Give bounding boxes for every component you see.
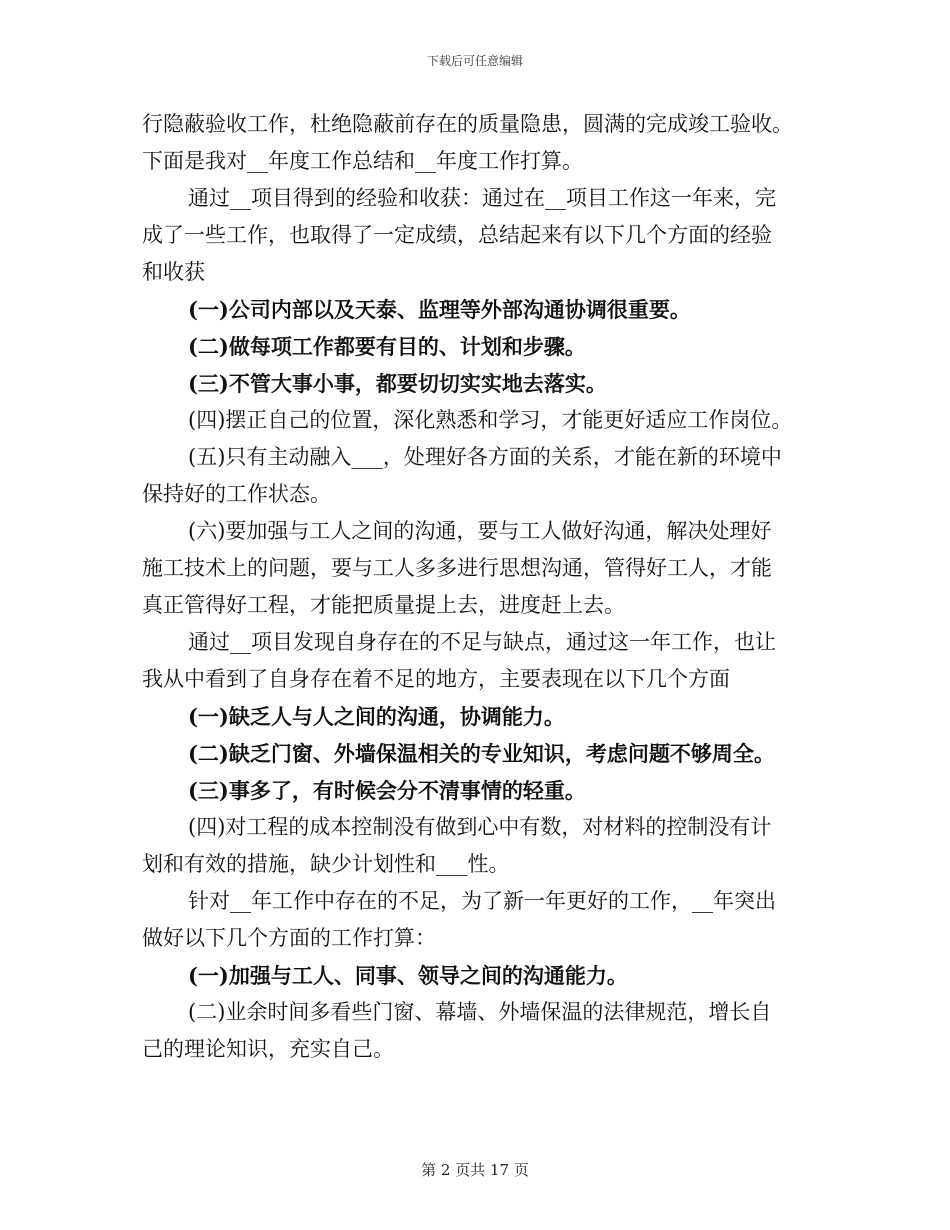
- text-line: 做好以下几个方面的工作打算：: [142, 926, 436, 950]
- text-line: (二)缺乏门窗、外墙保温相关的专业知识，考虑问题不够周全。: [188, 741, 775, 766]
- text-line: 行隐蔽验收工作，杜绝隐蔽前存在的质量隐患，圆满的完成竣工验收。: [142, 112, 793, 136]
- text-line: 我从中看到了自身存在着不足的地方，主要表现在以下几个方面: [142, 667, 730, 691]
- text-line: (一)加强与工人、同事、领导之间的沟通能力。: [188, 963, 628, 988]
- page-header: 下载后可任意编辑: [426, 54, 523, 68]
- text-line: (四)对工程的成本控制没有做到心中有数，对材料的控制没有计: [188, 815, 772, 839]
- text-line: 划和有效的措施，缺少计划性和___性。: [142, 852, 510, 876]
- text-line: 成了一些工作，也取得了一定成绩，总结起来有以下几个方面的经验: [142, 223, 772, 247]
- text-line: (三)不管大事小事，都要切切实实地去落实。: [188, 371, 607, 396]
- text-line: 保持好的工作状态。: [142, 482, 331, 506]
- text-line: (一)公司内部以及天泰、监理等外部沟通协调很重要。: [188, 297, 691, 322]
- text-line: 真正管得好工程，才能把质量提上去，进度赶上去。: [142, 593, 625, 617]
- document-body: [142, 106, 822, 1068]
- text-line: 通过__项目得到的经验和收获：通过在__项目工作这一年来，完: [188, 186, 776, 210]
- text-line: 下面是我对__年度工作总结和__年度工作打算。: [142, 149, 583, 173]
- text-line: (三)事多了，有时候会分不清事情的轻重。: [188, 778, 586, 803]
- text-line: 施工技术上的问题，要与工人多多进行思想沟通，管得好工人，才能: [142, 556, 772, 580]
- text-line: 己的理论知识，充实自己。: [142, 1037, 394, 1061]
- text-line: (四)摆正自己的位置，深化熟悉和学习，才能更好适应工作岗位。: [188, 408, 793, 432]
- page-footer: 第 2 页共 17 页: [421, 1161, 529, 1179]
- text-line: (六)要加强与工人之间的沟通，要与工人做好沟通，解决处理好: [188, 519, 772, 543]
- text-line: 和收获: [142, 260, 205, 284]
- text-line: 通过__项目发现自身存在的不足与缺点，通过这一年工作，也让: [188, 630, 776, 654]
- text-line: (二)业余时间多看些门窗、幕墙、外墙保温的法律规范，增长自: [188, 1000, 772, 1024]
- text-line: (五)只有主动融入___，处理好各方面的关系，才能在新的环境中: [188, 445, 782, 469]
- text-line: (二)做每项工作都要有目的、计划和步骤。: [188, 334, 586, 359]
- text-line: 针对__年工作中存在的不足，为了新一年更好的工作，__年突出: [188, 889, 776, 913]
- text-line: (一)缺乏人与人之间的沟通，协调能力。: [188, 704, 565, 729]
